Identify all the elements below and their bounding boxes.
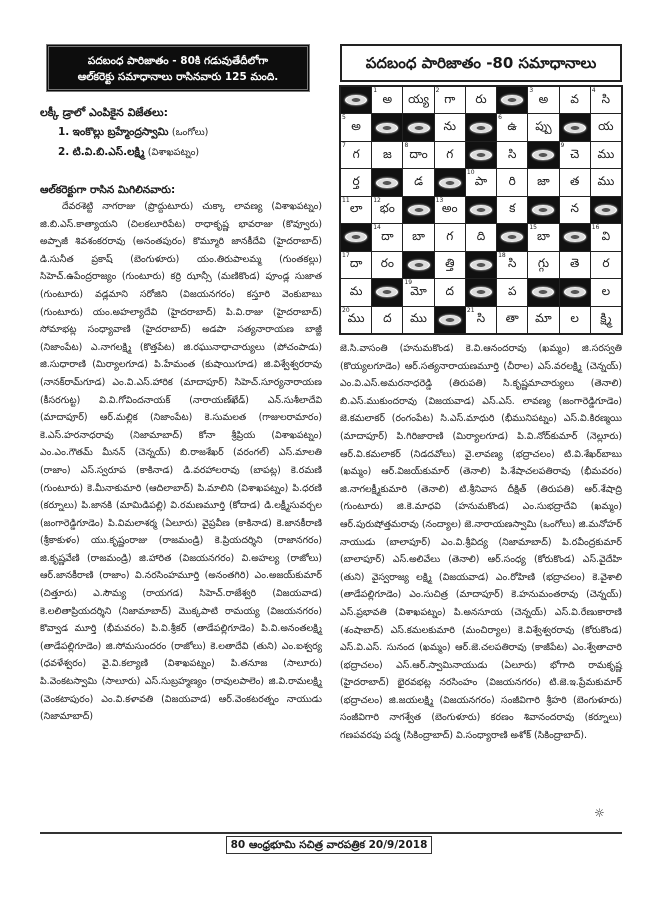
cell-letter: రి xyxy=(508,174,516,189)
crossword-cell xyxy=(528,114,558,140)
other-correct-entries-heading: ఆల్‌కరెక్టుగా రాసిన మిగిలినవారు: xyxy=(40,184,176,196)
winner-rank: 1. xyxy=(58,126,70,138)
crossword-cell xyxy=(341,114,371,140)
footer-divider xyxy=(40,832,622,834)
crossword-cell xyxy=(560,169,590,195)
crossword-cell xyxy=(497,114,527,140)
crossword-black-cell xyxy=(560,279,590,305)
entries-count-box xyxy=(46,44,310,92)
cell-letter: జా xyxy=(537,174,550,189)
crossword-cell xyxy=(403,307,433,333)
crossword-cell xyxy=(372,252,402,278)
cell-letter: జ xyxy=(382,146,392,161)
crossword-cell xyxy=(341,252,371,278)
cell-letter: గ xyxy=(352,146,360,161)
cell-letter: ర xyxy=(602,256,610,271)
clue-number: 8 xyxy=(404,141,409,149)
clue-number: 13 xyxy=(435,196,444,204)
crossword-black-cell xyxy=(341,224,371,250)
cell-letter: గ్గు xyxy=(537,256,550,271)
cell-letter: భం xyxy=(379,201,395,216)
winner-name: ఇంకొల్లు బ్రహ్మేంద్రస్వామి xyxy=(72,126,169,138)
cell-letter: చె xyxy=(570,146,580,161)
cell-letter: మ xyxy=(349,283,363,298)
names-list-right-column: జె.సి.వాసంతి (హనుమకొండ) కె.వి.ఆనందరావు (ఖమ్మం) జి.సరస్వతి (కొయ్యలగూడెం) ఆర్.సత్యనారాయణమూర్తి (చీరాల) ఎస్.వరలక్ష్మి (చెన్నయ్) ఎం.వి.ఎస్.అమరనాధరెడ్డి (తిరుపతి) సి.కృష్ణమాచార్యులు (తెనాలి) బి.ఎస్.ముకుందరావు (విజయవాడ) ఎస్.ఎస్. లావణ్య (జంగారెడ్డిగూడెం) జె.కమలాకర్ (రంగంపేట) సి.ఎస్.మాధురి (భీమునిపట్నం) ఎస్.వి.కిరణ్మయి (మాదాపూర్) పి.గిరిజారాణి (మిర్యాలగూడ) పి.వి.నోద్‌కుమార్ (నెల్లూరు) ఆర్.వి.కమలాకర్ (నిడదవోలు) వై.లావణ్య (భద్రాచలం) టి.వి.శేఖర్‌బాబు (ఖమ్మం) ఆర్.విజయ్‌కుమార్ (తెనాలి) పి.శేషాచలపతిరావు (భీమవరం) జి.నాగలక్ష్మీకుమారి (తెనాలి) టి.శ్రీనివాస దీక్షిత్ (తిరుపతి) ఆర్.శేషాద్రి (గుంటూరు) జి.కె.మాధవి (హనుమకొండ) ఎం.సుభద్రాదేవి (ఖమ్మం) ఆర్.పురుషోత్తమరావు (నంద్యాల) జె.నారాయణస్వామి (ఒంగోలు) జి.మనోహర్ నాయుడు (బాలాపూర్) ఎం.వి.శ్రీవిద్య (నిజామాబాద్) పి.రవీంద్రకుమార్ (బాలాపూర్) ఎస్.అలివేలు (తెనాలి) ఆర్.సంధ్య (కోరుకొండ) ఎస్.వైదేహి (తుని) వైస్వరాజ్య లక్ష్మి (విజయవాడ) ఎం.రోహిణి (భద్రాచలం) కె.వైశాలి (తాడేపల్లిగూడెం) ఎం.సుచిత్ర (మాదాపూర్) కె.హనుమంతరావు (చెన్నయ్) ఎస్.ప్రభావతి (విశాఖపట్నం) పి.అనసూయ (చెన్నయ్) ఎస్.వి.రేణుకారాణి (శంషాబాద్) ఎస్.కమలకుమారి (మంచిర్యాల) కె.విశ్వేశ్వరరావు (కోరుకొండ) ఎస్.వి.ఎస్. సునంద (ఖమ్మం) ఆర్.జె.చలపతిరావు (కాజీపేట) ఎం.శ్వేతాచారి (భద్రాచలం) ఎస్.ఆర్.స్వామినాయుడు (ఏలూరు) భోగాది రామకృష్ణ (హైదరాబాద్) భైరవభట్ల నరసింహం (విజయనగరం) టి.జె.ఇ.ప్రేమకుమార్ (భద్రాచలం) జి.జయలక్ష్మి (విజయనగరం) సంజీవిగారి శ్రీహరి (బెంగుళూరు) సంజీవిగారి నాగశ్వేత (బెంగుళూరు) కరణం శివానందరావు (కర్నూలు) గణపవరపు పద్మ (సికింద్రాబాద్) వి.సంధ్యారాణి అశోక్ (సికింద్రాబాద్). xyxy=(340,343,622,742)
clue-number: 21 xyxy=(466,306,475,314)
crossword-cell xyxy=(528,252,558,278)
crossword-cell xyxy=(341,197,371,223)
crossword-cell xyxy=(372,197,402,223)
crossword-cell xyxy=(591,279,621,305)
winner-name: టి.వి.బి.ఎస్.లక్ష్మి xyxy=(72,146,145,158)
crossword-black-cell xyxy=(528,142,558,168)
crossword-black-cell xyxy=(591,197,621,223)
crossword-cell xyxy=(591,252,621,278)
crossword-black-cell xyxy=(372,114,402,140)
cell-letter: డ xyxy=(414,174,423,189)
cell-letter: య xyxy=(598,119,614,134)
winner-item xyxy=(58,146,199,161)
clue-number: 1 xyxy=(373,87,378,94)
crossword-cell xyxy=(591,224,621,250)
names-list-left-column: దేవరశెట్టి నాగరాజు (ప్రొద్దుటూరు) చుక్కా లావణ్య (విశాఖపట్నం) జి.బి.ఎస్.కాత్యాయని (చిలకలూరిపేట) రాధాకృష్ణ భావరాజు (కొవ్వూరు) అప్పాజీ శివశంకరరావు (అనంతపురం) కొమ్మూరి జానకీదేవి (హైదరాబాద్) డి.సునీత ప్రకాష్ (బెంగుళూరు) యం.తిరుపాలమ్మ (గుంతకల్లు) సిహెచ్.ఉపేంద్రరాజ్యం (గుంటూరు) కర్రి ఝాన్సీ (మణికొండ) పూండ్ల సుజాత (గుంటూరు) వడ్లమాని సరోజిని (విజయనగరం) కస్తూరి వెంకుబాబు (గుంటూరు) యం.అహల్యాదేవి (హైదరాబాద్) పి.వి.రాజు (హైదరాబాద్) సోమాభట్ల సంధ్యావాణి (హైదరాబాద్) అడపా సత్యనారాయణ బాజ్జీ (నిజాంపేట) ఎ.నాగలక్ష్మి (కొత్తపేట) జి.రఘునాధాచార్యులు (పోచంపాడు) జి.సుధారాణి (మిర్యాలగూడ) పి.హేమంత (కుషాయిగూడ) జి.విశ్వేశ్వరరావు (నానక్‌రామ్‌గూడ) ఎం.వి.ఎస్.హారిక (మాదాపూర్) సిహెచ్.సూర్యనారాయణ (కీసరగుట్ట) వి.వి.గోవిందనాయక్ (నారాయణ్‌ఖేడ్) ఎన్.సుశీలాదేవి (మాదాపూర్) ఆర్.మల్లిక (నిజాంపేట) కె.సుమలత (గాజులరామారం) కె.ఎస్.హరనాధరావు (నిజామాబాద్) కోనా శ్రీప్రియ (విశాఖపట్నం) ఎం.ఎం.గౌతమ్ మీనన్ (చెన్నయ్) బి.రాజశేఖర్ (వరంగల్) ఎస్.మాలతి (రాజాం) ఎస్.స్వరూప (కాకినాడ) డి.వరహాలరావు (బాపట్ల) కె.రమణి (గుంటూరు) కె.మీనాకుమారి (ఆదిలాబాద్) పి.మాలిని (విశాఖపట్నం) పి.ధరణి (కర్నూలు) పి.జానకి (మామిడిపల్లి) వి.రమణమూర్తి (కోదాడ) డి.లక్ష్మీసువర్చల (జంగారెడ్డిగూడెం) పి.విమలాశర్మ (ఏలూరు) వైప్రవీణ (కాకినాడ) కె.జానకీరాణి (శ్రీకాకుళం) యు.కృష్ణంరాజు (రాజమండ్రి) కె.ప్రియదర్శిని (రాజానగరం) జి.కృష్ణవేణి (రాజమండ్రి) జి.హారిత (విజయనగరం) వి.అహల్య (రాజోలు) ఆర్.జానకీరాణి (రాజాం) వి.నరసింహమూర్తి (అనంతగిరి) ఎం.అజయ్‌కుమార్ (చిత్తూరు) ఎ.సౌమ్య (రాయగడ) సిహెచ్.రాజేశ్వరి (విజయవాడ) కె.లలితాప్రియదర్శిని (నిజామాబాద్) మొక్కపాటి రామయ్య (విజయనగరం) కొవ్వాడ మూర్తి (భీమవరం) పి.వి.శ్రీకర్ (తాడేపల్లిగూడెం) పి.వి.అనంతలక్ష్మి (తాడేపల్లిగూడెం) జి.సోమసుందరం (రాజోలు) కె.లతాదేవి (తుని) ఎం.ఐశ్వర్య (ధవళేశ్వరం) వై.వి.కల్యాణి (విశాఖపట్నం) పి.తనూజ (సాలూరు) పి.వెంకటస్వామి (సాలూరు) ఎస్.సుబ్రహ్మణ్యం (రావులపాలెం) జి.వి.రామలక్ష్మి (వెంకటాపురం) ఎం.వి.కళావతి (విజయవాడ) ఆర్.వెంకటరత్నం నాయుడు (నిజామాబాద్) xyxy=(40,201,322,723)
clue-number: 12 xyxy=(373,196,381,204)
cell-letter: రం xyxy=(380,256,394,271)
crossword-cell xyxy=(528,87,558,113)
crossword-cell xyxy=(403,87,433,113)
clue-number: 3 xyxy=(529,87,534,94)
crossword-black-cell xyxy=(466,114,496,140)
cell-letter: క xyxy=(509,201,516,216)
cell-letter: మా xyxy=(535,311,552,326)
clue-number: 20 xyxy=(342,306,350,314)
cell-letter: సి xyxy=(601,91,611,106)
page-footer: 80 ఆంధ్రభూమి సచిత్ర వారపత్రిక 20/9/2018 xyxy=(226,836,432,854)
cell-letter: గా xyxy=(444,91,456,106)
crossword-black-cell xyxy=(466,252,496,278)
cell-letter: అ xyxy=(382,91,393,106)
crossword-cell xyxy=(528,169,558,195)
clue-number: 6 xyxy=(498,114,502,122)
cell-letter: వ xyxy=(570,91,579,106)
cell-letter: య్య xyxy=(408,91,429,106)
clue-number: 10 xyxy=(466,169,475,177)
crossword-cell xyxy=(591,307,621,333)
crossword-cell xyxy=(435,279,465,305)
crossword-cell xyxy=(372,87,402,113)
crossword-cell xyxy=(466,169,496,195)
lucky-draw-heading: లక్కీ డ్రాలో ఎంపికైన విజేతలు: xyxy=(40,106,168,119)
cell-letter: న xyxy=(570,201,579,216)
cell-letter: మో xyxy=(410,283,427,298)
crossword-black-cell xyxy=(341,87,371,113)
cell-letter: త్తి xyxy=(445,256,455,271)
crossword-cell xyxy=(403,279,433,305)
cell-letter: దా xyxy=(349,256,363,271)
crossword-cell xyxy=(466,224,496,250)
crossword-cell xyxy=(341,169,371,195)
crossword-black-cell xyxy=(372,279,402,305)
cell-letter: ద xyxy=(445,283,454,298)
crossword-cell xyxy=(560,252,590,278)
crossword-black-cell xyxy=(560,114,590,140)
crossword-cell xyxy=(560,197,590,223)
clue-number: 2 xyxy=(435,87,440,94)
cell-letter: గ xyxy=(446,146,454,161)
cell-letter: అ xyxy=(538,91,549,106)
cell-letter: క్ష్మి xyxy=(600,311,612,326)
clue-number: 18 xyxy=(498,251,506,259)
crossword-cell xyxy=(497,307,527,333)
cell-letter: ము xyxy=(410,311,427,326)
crossword-black-cell xyxy=(372,169,402,195)
cell-letter: అం xyxy=(441,201,458,216)
crossword-black-cell xyxy=(403,197,433,223)
crossword-cell xyxy=(435,224,465,250)
crossword-cell xyxy=(497,169,527,195)
cell-letter: ను xyxy=(443,119,457,134)
page-title: పదబంధ పారిజాతం -80 సమాధానాలు xyxy=(340,44,622,82)
crossword-cell xyxy=(497,279,527,305)
crossword-cell xyxy=(372,142,402,168)
crossword-black-cell xyxy=(403,114,433,140)
clue-number: 17 xyxy=(342,251,350,259)
crossword-cell xyxy=(403,169,433,195)
crossword-cell xyxy=(591,114,621,140)
clue-number: 14 xyxy=(373,224,381,232)
clue-number: 16 xyxy=(591,224,600,232)
crossword-black-cell xyxy=(497,87,527,113)
crossword-solution-grid xyxy=(339,85,623,335)
crossword-cell xyxy=(560,142,590,168)
crossword-cell xyxy=(341,279,371,305)
crossword-black-cell xyxy=(435,307,465,333)
cell-letter: ము xyxy=(597,146,615,161)
cell-letter: వి xyxy=(601,228,611,243)
cell-letter: ప xyxy=(507,283,517,298)
crossword-cell xyxy=(435,114,465,140)
crossword-cell xyxy=(435,142,465,168)
crossword-cell xyxy=(528,307,558,333)
cell-letter: బా xyxy=(412,228,425,243)
crossword-black-cell xyxy=(466,197,496,223)
crossword-black-cell xyxy=(528,197,558,223)
cell-letter: రు xyxy=(475,91,487,106)
clue-number: 15 xyxy=(529,224,537,232)
crossword-black-cell xyxy=(435,169,465,195)
crossword-cell xyxy=(372,307,402,333)
cell-letter: ల xyxy=(570,311,579,326)
cell-letter: సి xyxy=(476,311,486,326)
cell-letter: బా xyxy=(537,228,550,243)
crossword-black-cell xyxy=(560,224,590,250)
clue-number: 9 xyxy=(560,141,565,149)
clue-number: 5 xyxy=(342,114,346,122)
cell-letter: తా xyxy=(505,311,519,326)
cell-letter: ము xyxy=(347,311,365,326)
crossword-cell xyxy=(591,142,621,168)
clue-number: 7 xyxy=(342,141,346,149)
crossword-black-cell xyxy=(497,224,527,250)
clue-number: 4 xyxy=(591,87,596,94)
cell-letter: ల xyxy=(601,283,611,298)
cell-letter: తె xyxy=(569,256,580,271)
cell-letter: ము xyxy=(597,174,615,189)
crossword-black-cell xyxy=(528,279,558,305)
crossword-cell xyxy=(528,224,558,250)
cell-letter: గ xyxy=(446,228,454,243)
entries-count-line1: పదబంధ పారిజాతం - 80కి గడువుతేదీలోగా xyxy=(87,55,269,67)
cell-letter: పా xyxy=(474,174,488,189)
cell-letter: సి xyxy=(508,146,517,161)
clue-number: 11 xyxy=(342,196,350,204)
entries-count-line2: ఆల్‌కరెక్టు సమాధానాలు రాసినవారు 125 మంది. xyxy=(77,71,279,83)
crossword-cell xyxy=(497,142,527,168)
crossword-cell xyxy=(497,252,527,278)
winner-rank: 2. xyxy=(58,146,70,158)
crossword-black-cell xyxy=(466,142,496,168)
crossword-cell xyxy=(560,87,590,113)
cell-letter: ప్పు xyxy=(535,119,552,134)
crossword-cell xyxy=(435,252,465,278)
cell-letter: లా xyxy=(349,201,363,216)
winner-place: (ఒంగోలు) xyxy=(171,127,209,138)
winner-item xyxy=(58,126,208,141)
cell-letter: త xyxy=(569,174,580,189)
winner-place: (విశాఖపట్నం) xyxy=(147,147,200,158)
clue-number: 19 xyxy=(404,279,413,287)
crossword-cell xyxy=(560,307,590,333)
cell-letter: దా xyxy=(381,228,394,243)
cell-letter: ది xyxy=(476,228,486,243)
crossword-cell xyxy=(435,197,465,223)
crossword-cell xyxy=(435,87,465,113)
crossword-cell xyxy=(591,169,621,195)
crossword-cell xyxy=(466,87,496,113)
sun-end-mark-icon: ☼ xyxy=(594,806,605,820)
crossword-cell xyxy=(591,87,621,113)
cell-letter: సి xyxy=(508,256,517,271)
cell-letter: దాం xyxy=(409,146,428,161)
cell-letter: ఉ xyxy=(507,119,517,134)
crossword-cell xyxy=(466,307,496,333)
crossword-cell xyxy=(403,142,433,168)
crossword-cell xyxy=(341,307,371,333)
crossword-black-cell xyxy=(403,252,433,278)
crossword-cell xyxy=(341,142,371,168)
crossword-cell xyxy=(403,224,433,250)
crossword-black-cell xyxy=(466,279,496,305)
cell-letter: అ xyxy=(351,119,361,134)
crossword-cell xyxy=(372,224,402,250)
crossword-cell xyxy=(497,197,527,223)
cell-letter: ద xyxy=(383,311,392,326)
cell-letter: ర్త xyxy=(352,174,360,189)
